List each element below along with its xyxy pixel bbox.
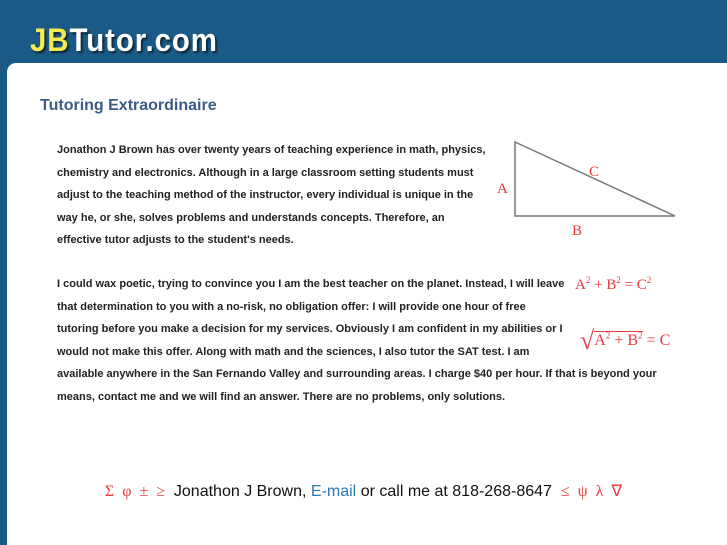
triangle-diagram (490, 138, 690, 243)
logo-jb: JB (30, 22, 70, 58)
math-symbols-right: ≤ ψ λ ∇ (560, 483, 623, 500)
side-a-label: A (497, 181, 508, 197)
logo-tutor: Tutor.com (69, 22, 218, 58)
call-text: or call me at (360, 483, 448, 500)
side-c-label: C (589, 164, 600, 180)
site-logo[interactable] (30, 22, 218, 59)
intro-paragraph: Jonathon J Brown has over twenty years of teaching experience in math, physics, chemistry and electronics. Although in a large classroom setting students must adjust to the teaching method of the instructor, every individual is unique in the way he, or she, solves problems and understands concepts. Therefore, an effective tutor adjusts to the student's needs. (57, 144, 486, 247)
offer-text: I could wax poetic, trying to convince you I am the best teacher on the planet. Instead, I will leave that determination to you with a no-risk, no obligation offer: I will provide one hour of free tutoring before you make a decision for my services. Obviously I am confident in my abilities or I would not make this offer. Along with math and the sciences, I also tutor the SAT test. I am available anywhere in the San Fernando Valley and surrounding areas. I charge $40 per hour. If that is beyond your means, contact me and we will find an answer. There are no problems, only solutions. (57, 278, 657, 403)
contact-name: Jonathon J Brown (173, 483, 302, 500)
page-title: Tutoring Extraordinaire (40, 97, 217, 114)
phone-number: 818-268-8647 (452, 483, 552, 500)
side-b-label: B (572, 223, 583, 239)
math-symbols-left: Σ φ ± ≥ (104, 483, 166, 500)
email-link[interactable]: E-mail (310, 483, 357, 500)
hypotenuse-formula: $√A^2 + B^2 = C$ (580, 326, 671, 355)
sqrt-icon: √ (580, 326, 595, 355)
contact-line: Σ φ ± ≥ Jonathon J Brown, E-mail or call me at 818-268-8647 ≤ ψ λ ∇ (104, 483, 623, 500)
pythagorean-formula: $A^2 + B^2 = C^2$ (575, 275, 652, 293)
